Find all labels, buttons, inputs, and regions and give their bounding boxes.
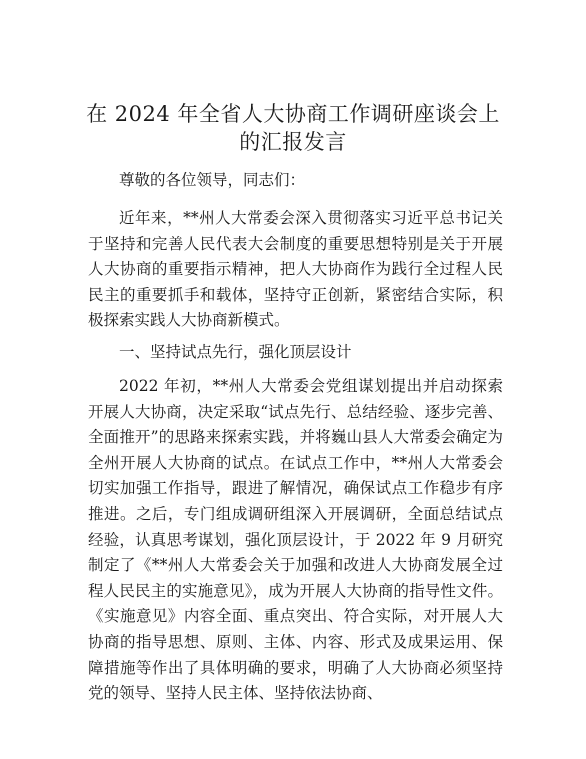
paragraph-intro: 近年来，**州人大常委会深入贯彻落实习近平总书记关于坚持和完善人民代表大会制度的重要思想特别是关于开展人大协商的重要指示精神，把人大协商作为践行全过程人民民主的重要抓手和载体，坚持守正创新，紧密结合实际，积极探索实践人大协商新模式。 (88, 209, 503, 330)
section-heading-1: 一、坚持试点先行，强化顶层设计 (119, 343, 352, 361)
greeting: 尊敬的各位领导，同志们： (119, 171, 306, 189)
paragraph-section-1: 2022 年初，**州人大常委会党组谋划提出并启动探索开展人大协商，决定采取“试点先行、总结经验、逐步完善、全面推开”的思路来探索实践，并将巍山县人大常委会确定为全州开展人大协商的试点。在试点工作中，**州人大常委会切实加强工作指导，跟进了解情况，确保试点工作稳步有序推进。之后，专门组成调研组深入开展调研，全面总结试点经验，认真思考谋划，强化顶层设计，于 2022 年 9 月研究制定了《**州人大常委会关于加强和改进人大协商发展全过程人民民主的实施意见》，成为开展人大协商的指导性文件。《实施意见》内容全面、重点突出、符合实际，对开展人大协商的指导思想、原则、主体、内容、形式及成果运用、保障措施等作出了具体明确的要求，明确了人大协商必须坚持党的领导、坚持人民主体、坚持依法协商、 (88, 377, 503, 703)
document-title: 在 2024 年全省人大协商工作调研座谈会上的汇报发言 (86, 102, 500, 154)
